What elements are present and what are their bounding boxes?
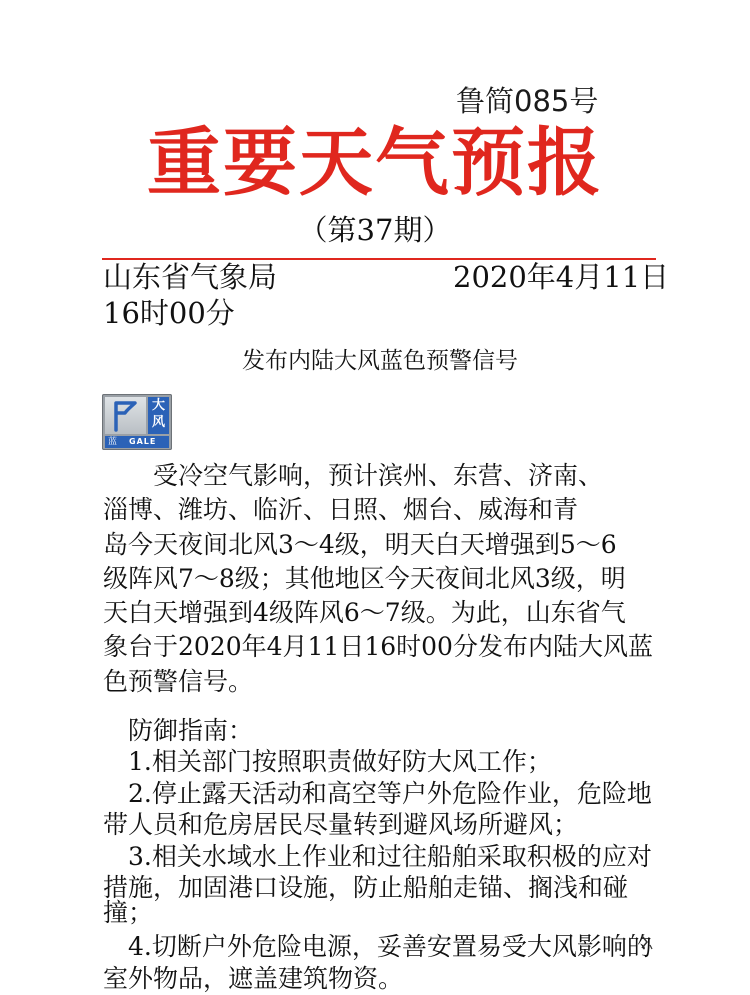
flag-plate [105,397,146,434]
corner-mark-icon [638,933,658,953]
icon-color-tag: 蓝 [108,437,118,447]
issue-date: 2020年4月11日 [453,260,670,294]
doc-number: 鲁简085号 [456,84,599,118]
gale-blue-warning-icon [102,394,172,450]
guide-line: 1.相关部门按照职责做好防大风工作； [103,747,552,776]
icon-bottom-band [105,436,169,448]
icon-label [148,397,169,434]
icon-text-bottom: 风 [151,415,165,430]
body-line: 级阵风7～8级；其他地区今天夜间北风3级，明 [103,564,626,593]
guide-line: 3.相关水域水上作业和过往船舶采取积极的应对 [103,842,652,871]
wind-flag-icon [105,397,146,434]
icon-text-top: 大 [151,398,165,413]
issue-number: （第37期） [298,213,452,247]
body-line: 岛今天夜间北风3～4级，明天白天增强到5～6 [103,530,617,559]
guide-line: 撞； [103,898,154,927]
body-line: 淄博、潍坊、临沂、日照、烟台、威海和青 [103,495,579,524]
guide-line: 措施，加固港口设施，防止船舶走锚、搁浅和碰 [103,873,629,902]
guide-line: 2.停止露天活动和高空等户外危险作业，危险地 [103,779,652,808]
body-line: 色预警信号。 [103,667,254,696]
guide-line: 室外物品，遮盖建筑物资。 [103,964,404,993]
body-line: 象台于2020年4月11日16时00分发布内陆大风蓝 [103,632,653,661]
issue-time: 16时00分 [103,296,235,330]
guide-line: 带人员和危房居民尽量转到避风场所避风； [103,810,579,839]
body-line: 天白天增强到4级阵风6～7级。为此，山东省气 [103,598,626,627]
issuer: 山东省气象局 [103,260,278,294]
doc-title: 重要天气预报 [147,120,603,206]
signal-heading: 发布内陆大风蓝色预警信号 [242,348,518,374]
guide-title: 防御指南： [103,716,254,745]
guide-line: 4.切断户外危险电源，妥善安置易受大风影响的 [103,932,652,961]
body-line: 受冷空气影响，预计滨州、东营、济南、 [103,461,604,490]
icon-english-label: GALE [129,437,157,446]
